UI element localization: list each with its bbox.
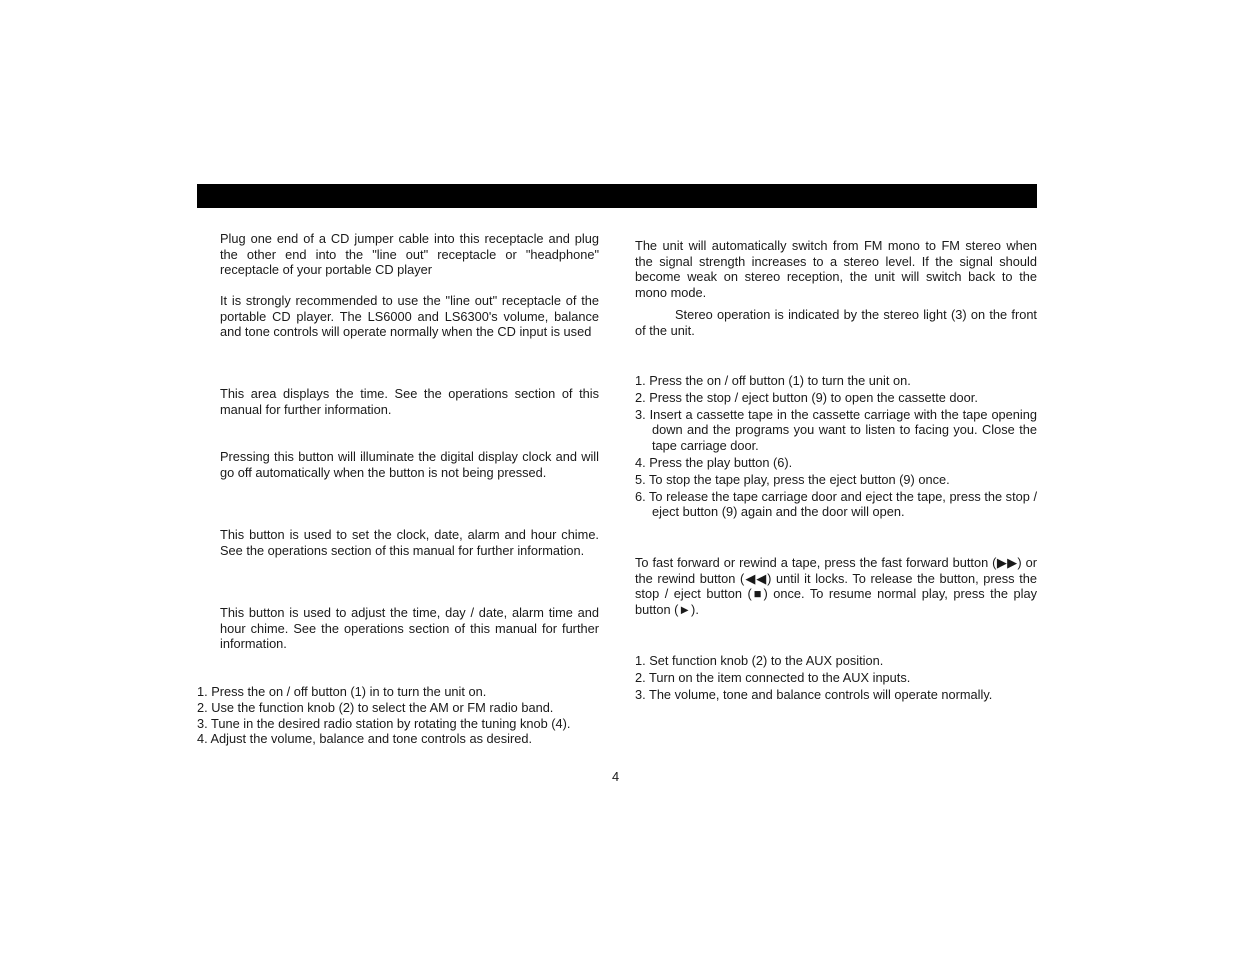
list-item: 3. Insert a cassette tape in the cassette carriage with the tape opening down and the programs you want to listen to facing you. Close the tape carriage door. bbox=[635, 406, 1037, 454]
list-item: 3. The volume, tone and balance controls will operate normally. bbox=[635, 687, 993, 702]
light-button-paragraph: Pressing this button will illuminate the digital display clock and will go off automatically when the button is not being pressed. bbox=[220, 449, 599, 480]
section-header-bar bbox=[197, 184, 1037, 208]
list-item: 2. Press the stop / eject button (9) to open the cassette door. bbox=[635, 389, 978, 405]
list-item: 2. Use the function knob (2) to select the AM or FM radio band. bbox=[197, 699, 554, 715]
set-button-paragraph: This button is used to set the clock, date, alarm and hour chime. See the operations section of this manual for further information. bbox=[220, 527, 599, 558]
list-item: 2. Turn on the item connected to the AUX inputs. bbox=[635, 670, 911, 685]
fast-forward-rewind-paragraph: To fast forward or rewind a tape, press the fast forward button (▶▶) or the rewind button (◀◀) until it locks. To release the button, press the stop / eject button (■) once. To resume normal play, press the play button (►). bbox=[635, 555, 1037, 618]
cd-input-paragraph-1: Plug one end of a CD jumper cable into this receptacle and plug the other end into the "line out" receptacle or "headphone" receptacle of your portable CD player bbox=[220, 231, 599, 278]
list-item: 6. To release the tape carriage door and eject the tape, press the stop / eject button (9) again and the door will open. bbox=[635, 488, 1037, 520]
list-item: 5. To stop the tape play, press the eject button (9) once. bbox=[635, 471, 950, 487]
list-item: 1. Set function knob (2) to the AUX position. bbox=[635, 653, 884, 668]
stereo-paragraph-2: Stereo operation is indicated by the stereo light (3) on the front of the unit. bbox=[635, 307, 1037, 338]
cd-input-paragraph-2: It is strongly recommended to use the "line out" receptacle of the portable CD player. The LS6000 and LS6300's volume, balance and tone controls will operate normally when the CD input is used bbox=[220, 293, 599, 340]
list-item: 4. Adjust the volume, balance and tone controls as desired. bbox=[197, 731, 533, 747]
list-item: 1. Press the on / off button (1) to turn the unit on. bbox=[635, 373, 911, 388]
page-number: 4 bbox=[612, 769, 620, 784]
list-item: 4. Press the play button (6). bbox=[635, 454, 793, 470]
stereo-paragraph-1: The unit will automatically switch from FM mono to FM stereo when the signal strength increases to a stereo level. If the signal should become weak on stereo reception, the unit will switch back to the mono mode. bbox=[635, 238, 1037, 301]
list-item: 1. Press the on / off button (1) in to turn the unit on. bbox=[197, 684, 487, 699]
radio-steps-list bbox=[197, 684, 599, 747]
tape-steps-list bbox=[635, 373, 1037, 520]
aux-steps-list bbox=[635, 652, 1037, 703]
display-paragraph: This area displays the time. See the operations section of this manual for further information. bbox=[220, 386, 599, 417]
adjust-button-paragraph: This button is used to adjust the time, day / date, alarm time and hour chime. See the operations section of this manual for further information. bbox=[220, 605, 599, 652]
list-item: 3. Tune in the desired radio station by rotating the tuning knob (4). bbox=[197, 715, 571, 731]
